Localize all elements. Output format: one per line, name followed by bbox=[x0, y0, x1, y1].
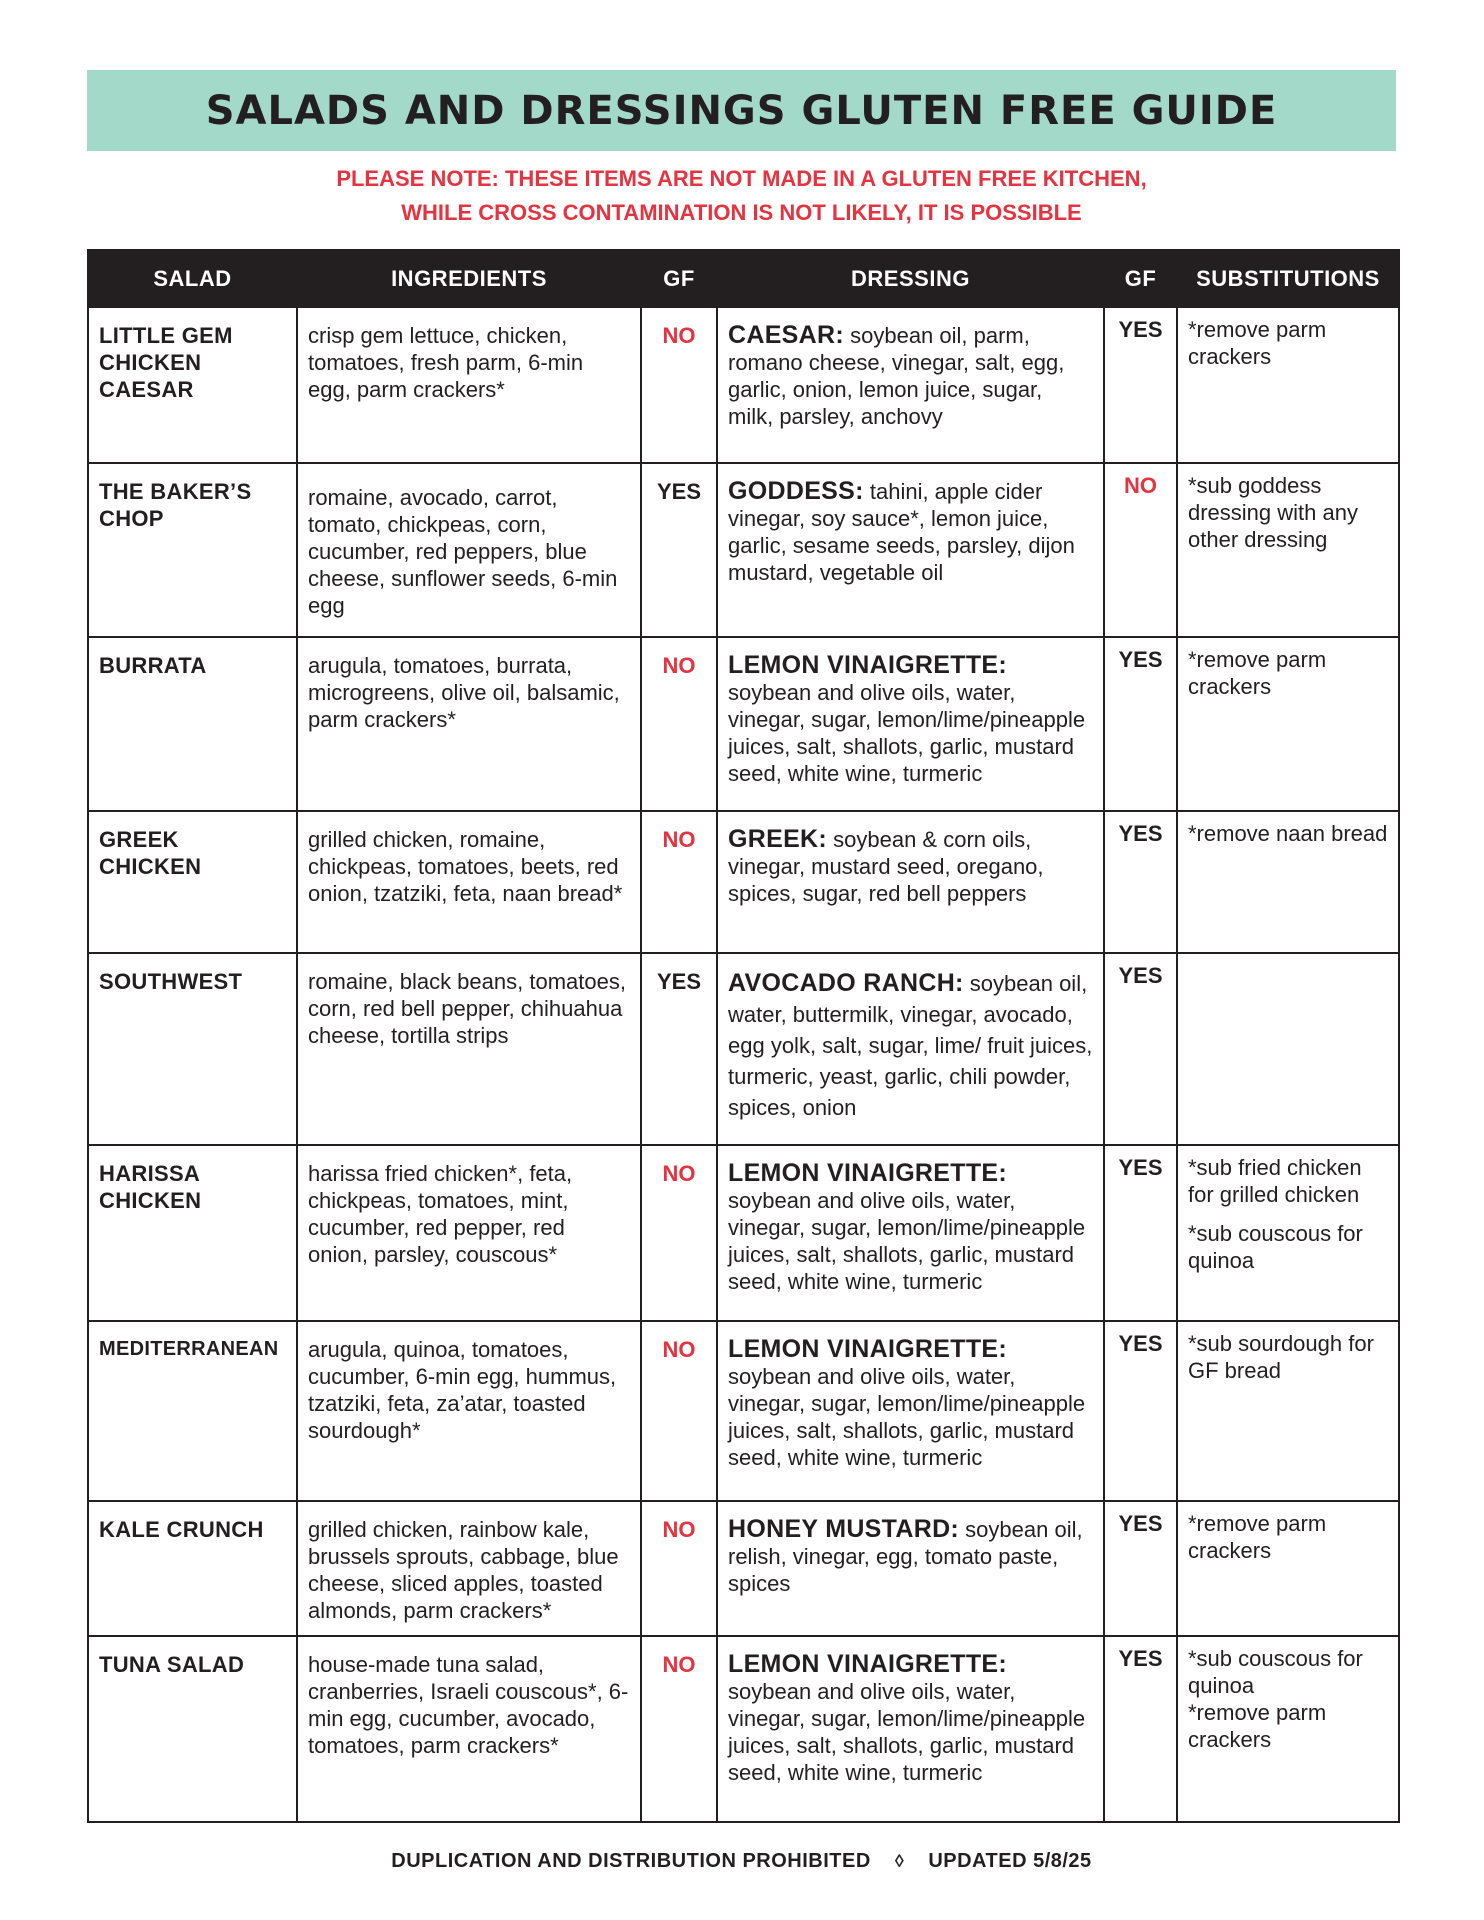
salad-gf-status: NO bbox=[641, 811, 717, 953]
substitution-1: *sub sourdough for GF bread bbox=[1188, 1331, 1374, 1383]
dressing-cell bbox=[717, 463, 1104, 637]
dressing-gf-status: NO bbox=[1104, 463, 1177, 637]
dressing-ingredients: soybean and olive oils, water, vinegar, sugar, lemon/lime/pineapple juices, salt, shallots, garlic, mustard seed, white wine, turmeric bbox=[728, 680, 1086, 786]
salad-name: THE BAKER’S CHOP bbox=[88, 463, 297, 637]
salad-ingredients: romaine, avocado, carrot, tomato, chickpeas, corn, cucumber, red peppers, blue cheese, sunflower seeds, 6-min egg bbox=[297, 463, 641, 637]
dressing-ingredients: soybean oil, water, buttermilk, vinegar, avocado, egg yolk, salt, sugar, lime/ fruit juices, turmeric, yeast, garlic, chili powder, spices, onion bbox=[728, 971, 1093, 1120]
table-row bbox=[88, 1636, 1399, 1822]
dressing-name: LEMON VINAIGRETTE: bbox=[728, 651, 1008, 679]
salad-gf-status: NO bbox=[641, 1636, 717, 1822]
salad-ingredients: crisp gem lettuce, chicken, tomatoes, fresh parm, 6-min egg, parm crackers* bbox=[297, 307, 641, 463]
substitutions-cell bbox=[1177, 463, 1399, 637]
note-line-1: PLEASE NOTE: THESE ITEMS ARE NOT MADE IN A GLUTEN FREE KITCHEN, bbox=[336, 166, 1147, 191]
header-ingredients: INGREDIENTS bbox=[297, 250, 641, 307]
dressing-cell bbox=[717, 953, 1104, 1145]
table-row bbox=[88, 811, 1399, 953]
dressing-cell bbox=[717, 637, 1104, 811]
salad-ingredients: arugula, quinoa, tomatoes, cucumber, 6-min egg, hummus, tzatziki, feta, za’atar, toasted sourdough* bbox=[297, 1321, 641, 1501]
salad-gf-status: YES bbox=[641, 463, 717, 637]
page-title: SALADS AND DRESSINGS GLUTEN FREE GUIDE bbox=[205, 87, 1278, 134]
dressing-name: LEMON VINAIGRETTE: bbox=[728, 1335, 1008, 1363]
dressing-cell bbox=[717, 1145, 1104, 1321]
salad-name: HARISSA CHICKEN bbox=[88, 1145, 297, 1321]
table-row bbox=[88, 463, 1399, 637]
header-dressing: DRESSING bbox=[717, 250, 1104, 307]
header-salad: SALAD bbox=[88, 250, 297, 307]
dressing-name: HONEY MUSTARD: bbox=[728, 1515, 960, 1543]
substitution-1: *remove naan bread bbox=[1188, 821, 1388, 846]
substitution-2: *remove parm crackers bbox=[1188, 1700, 1327, 1752]
salad-name: KALE CRUNCH bbox=[88, 1501, 297, 1636]
header-substitutions: SUBSTITUTIONS bbox=[1177, 250, 1399, 307]
substitution-1: *remove parm crackers bbox=[1188, 647, 1327, 699]
footer-updated-date: UPDATED 5/8/25 bbox=[928, 1850, 1092, 1872]
page-footer bbox=[87, 1850, 1396, 1873]
salad-name: BURRATA bbox=[88, 637, 297, 811]
dressing-name: CAESAR: bbox=[728, 321, 844, 349]
substitution-1: *remove parm crackers bbox=[1188, 317, 1327, 369]
salad-gf-status: YES bbox=[641, 953, 717, 1145]
header-salad-gf: GF bbox=[641, 250, 717, 307]
salad-ingredients: harissa fried chicken*, feta, chickpeas, tomatoes, mint, cucumber, red pepper, red onion, parsley, couscous* bbox=[297, 1145, 641, 1321]
dressing-cell bbox=[717, 811, 1104, 953]
table-row bbox=[88, 1145, 1399, 1321]
substitution-1: *sub couscous for quinoa bbox=[1188, 1646, 1363, 1698]
diamond-separator-icon: ◊ bbox=[894, 1851, 905, 1871]
table-header-row bbox=[88, 250, 1399, 307]
dressing-gf-status: YES bbox=[1104, 1636, 1177, 1822]
table-row bbox=[88, 1501, 1399, 1636]
dressing-name: GODDESS: bbox=[728, 477, 864, 505]
dressing-cell bbox=[717, 1636, 1104, 1822]
dressing-cell bbox=[717, 1501, 1104, 1636]
dressing-ingredients: soybean oil, parm, romano cheese, vinegar, salt, egg, garlic, onion, lemon juice, sugar, milk, parsley, anchovy bbox=[728, 323, 1065, 429]
salad-name: MEDITERRANEAN bbox=[88, 1321, 297, 1501]
allergy-note bbox=[87, 162, 1396, 230]
substitutions-cell bbox=[1177, 1145, 1399, 1321]
dressing-gf-status: YES bbox=[1104, 1321, 1177, 1501]
salad-gf-status: NO bbox=[641, 1321, 717, 1501]
title-banner bbox=[87, 70, 1396, 151]
dressing-name: AVOCADO RANCH: bbox=[728, 969, 964, 997]
substitution-1: *sub fried chicken for grilled chicken bbox=[1188, 1155, 1362, 1207]
substitutions-cell bbox=[1177, 1321, 1399, 1501]
note-line-2: WHILE CROSS CONTAMINATION IS NOT LIKELY, IT IS POSSIBLE bbox=[401, 200, 1082, 225]
dressing-gf-status: YES bbox=[1104, 637, 1177, 811]
dressing-gf-status: YES bbox=[1104, 1145, 1177, 1321]
dressing-gf-status: YES bbox=[1104, 811, 1177, 953]
dressing-ingredients: tahini, apple cider vinegar, soy sauce*, lemon juice, garlic, sesame seeds, parsley, dijon mustard, vegetable oil bbox=[728, 479, 1075, 585]
dressing-name: GREEK: bbox=[728, 825, 828, 853]
salad-name: GREEK CHICKEN bbox=[88, 811, 297, 953]
gluten-free-table bbox=[87, 249, 1400, 1823]
dressing-cell bbox=[717, 307, 1104, 463]
substitutions-cell bbox=[1177, 637, 1399, 811]
salad-gf-status: NO bbox=[641, 1145, 717, 1321]
dressing-cell bbox=[717, 1321, 1104, 1501]
salad-name: LITTLE GEM CHICKEN CAESAR bbox=[88, 307, 297, 463]
salad-gf-status: NO bbox=[641, 1501, 717, 1636]
dressing-ingredients: soybean and olive oils, water, vinegar, sugar, lemon/lime/pineapple juices, salt, shallots, garlic, mustard seed, white wine, turmeric bbox=[728, 1188, 1086, 1294]
dressing-name: LEMON VINAIGRETTE: bbox=[728, 1650, 1008, 1678]
salad-ingredients: house-made tuna salad, cranberries, Israeli couscous*, 6-min egg, cucumber, avocado, tomatoes, parm crackers* bbox=[297, 1636, 641, 1822]
table-row bbox=[88, 307, 1399, 463]
dressing-ingredients: soybean oil, relish, vinegar, egg, tomato paste, spices bbox=[728, 1517, 1083, 1596]
salad-gf-status: NO bbox=[641, 307, 717, 463]
substitution-2: *sub couscous for quinoa bbox=[1188, 1221, 1363, 1273]
dressing-ingredients: soybean & corn oils, vinegar, mustard seed, oregano, spices, sugar, red bell peppers bbox=[728, 827, 1044, 906]
dressing-ingredients: soybean and olive oils, water, vinegar, sugar, lemon/lime/pineapple juices, salt, shallots, garlic, mustard seed, white wine, turmeric bbox=[728, 1364, 1086, 1470]
dressing-name: LEMON VINAIGRETTE: bbox=[728, 1159, 1008, 1187]
dressing-gf-status: YES bbox=[1104, 953, 1177, 1145]
table-row bbox=[88, 637, 1399, 811]
salad-gf-status: NO bbox=[641, 637, 717, 811]
salad-name: SOUTHWEST bbox=[88, 953, 297, 1145]
salad-ingredients: romaine, black beans, tomatoes, corn, red bell pepper, chihuahua cheese, tortilla strips bbox=[297, 953, 641, 1145]
dressing-ingredients: soybean and olive oils, water, vinegar, sugar, lemon/lime/pineapple juices, salt, shallots, garlic, mustard seed, white wine, turmeric bbox=[728, 1679, 1086, 1785]
salad-ingredients: grilled chicken, rainbow kale, brussels sprouts, cabbage, blue cheese, sliced apples, toasted almonds, parm crackers* bbox=[297, 1501, 641, 1636]
salad-ingredients: grilled chicken, romaine, chickpeas, tomatoes, beets, red onion, tzatziki, feta, naan bread* bbox=[297, 811, 641, 953]
table-row bbox=[88, 1321, 1399, 1501]
substitutions-cell bbox=[1177, 1636, 1399, 1822]
table-row bbox=[88, 953, 1399, 1145]
footer-notice: DUPLICATION AND DISTRIBUTION PROHIBITED bbox=[391, 1850, 871, 1872]
substitutions-cell bbox=[1177, 811, 1399, 953]
header-dressing-gf: GF bbox=[1104, 250, 1177, 307]
salad-name: TUNA SALAD bbox=[88, 1636, 297, 1822]
salad-ingredients: arugula, tomatoes, burrata, microgreens, olive oil, balsamic, parm crackers* bbox=[297, 637, 641, 811]
substitutions-cell bbox=[1177, 953, 1399, 1145]
substitution-1: *remove parm crackers bbox=[1188, 1511, 1327, 1563]
dressing-gf-status: YES bbox=[1104, 1501, 1177, 1636]
substitution-1: *sub goddess dressing with any other dressing bbox=[1188, 473, 1358, 552]
substitutions-cell bbox=[1177, 1501, 1399, 1636]
substitutions-cell bbox=[1177, 307, 1399, 463]
dressing-gf-status: YES bbox=[1104, 307, 1177, 463]
